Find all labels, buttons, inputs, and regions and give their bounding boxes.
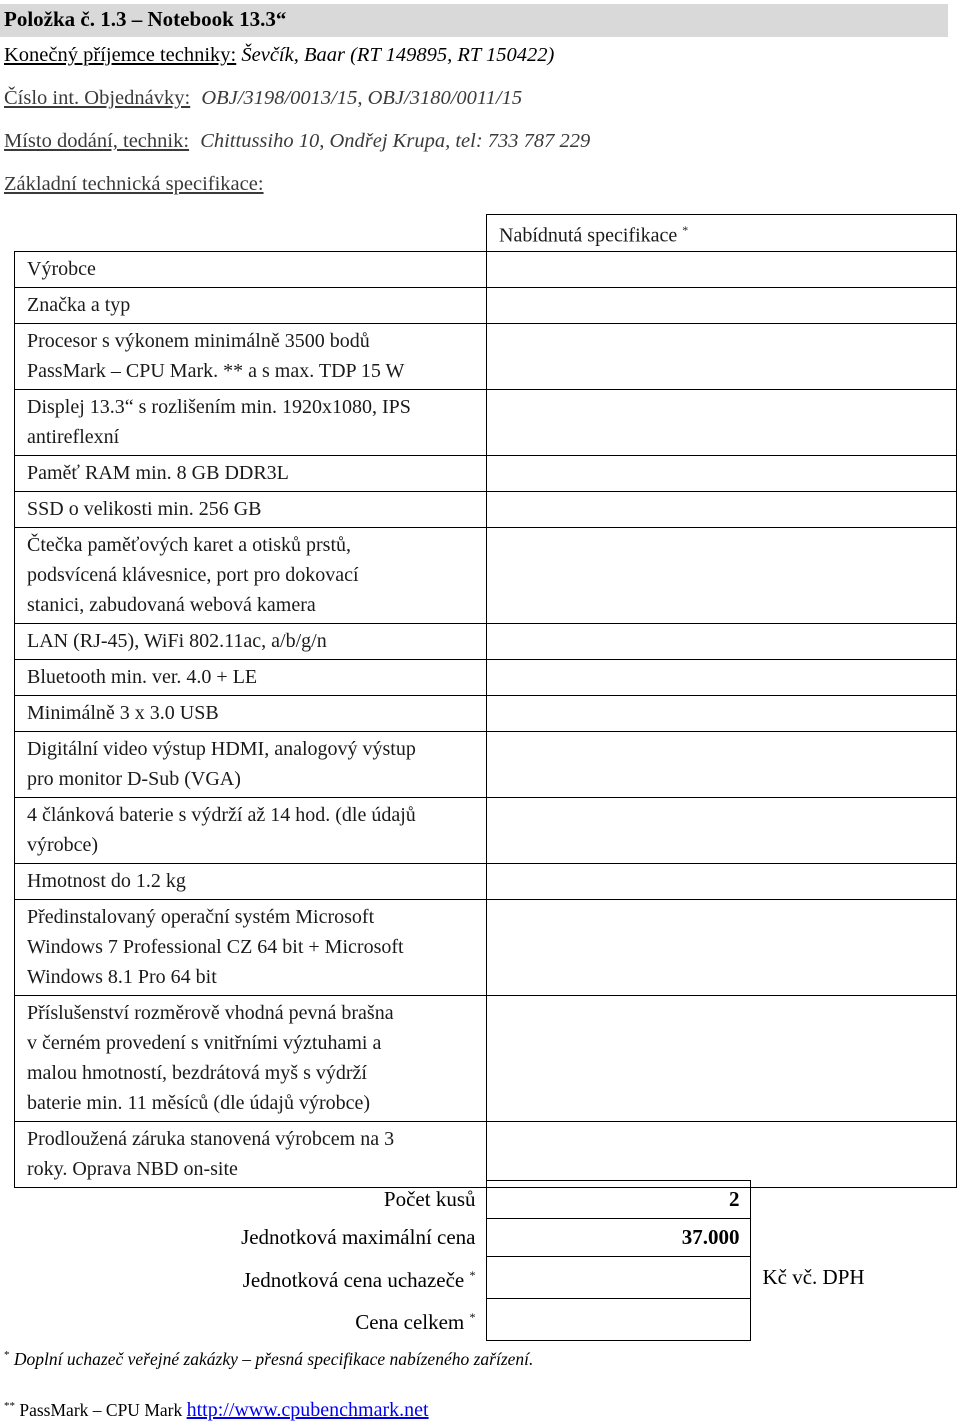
qty-label: Počet kusů	[14, 1181, 486, 1219]
spec-requirement-line: stanici, zabudovaná webová kamera	[27, 594, 316, 617]
item-title: Položka č. 1.3 – Notebook 13.3“	[4, 7, 287, 31]
spec-requirement	[15, 863, 487, 899]
offered-spec-input[interactable]	[487, 527, 957, 623]
spec-requirement-line: Windows 8.1 Pro 64 bit	[27, 966, 217, 989]
spec-requirement-line: baterie min. 11 měsíců (dle údajů výrobce)	[27, 1092, 371, 1115]
spec-requirement-line: Předinstalovaný operační systém Microsoft	[27, 906, 375, 929]
offered-spec-input[interactable]	[487, 251, 957, 287]
spec-requirement-line: roky. Oprava NBD on-site	[27, 1158, 238, 1181]
order-label: Číslo int. Objednávky:	[4, 87, 191, 109]
spec-requirement	[15, 251, 487, 287]
price-summary	[14, 1180, 930, 1341]
qty-value: 2	[486, 1181, 750, 1219]
offered-spec-input[interactable]	[487, 695, 957, 731]
spec-requirement-line: pro monitor D-Sub (VGA)	[27, 768, 241, 791]
offered-spec-input[interactable]	[487, 323, 957, 389]
spec-requirement-line: antireflexní	[27, 426, 120, 449]
total-row	[14, 1299, 930, 1341]
offered-spec-input[interactable]	[487, 287, 957, 323]
footnote-1: * Doplní uchazeč veřejné zakázky – přesná specifikace nabízeného zařízení.	[4, 1349, 534, 1369]
currency-note: Kč vč. DPH	[762, 1265, 865, 1289]
spec-requirement	[15, 527, 487, 623]
bid-price-row	[14, 1257, 930, 1299]
spec-row	[15, 455, 957, 491]
delivery-value: Chittussiho 10, Ondřej Krupa, tel: 733 787 229	[200, 130, 591, 152]
total-input[interactable]	[486, 1299, 750, 1341]
bid-price-label: Jednotková cena uchazeče *	[14, 1257, 486, 1299]
spec-requirement	[15, 731, 487, 797]
spec-requirement	[15, 287, 487, 323]
spec-row	[15, 863, 957, 899]
spec-row	[15, 251, 957, 287]
spec-row	[15, 527, 957, 623]
spec-requirement-line: Procesor s výkonem minimálně 3500 bodů	[27, 330, 370, 353]
order-line	[4, 87, 522, 110]
spec-table	[14, 214, 957, 1188]
spec-requirement-line: Paměť RAM min. 8 GB DDR3L	[27, 462, 289, 485]
spec-requirement-line: výrobce)	[27, 834, 99, 857]
blank-header-cell	[15, 215, 487, 252]
offered-spec-input[interactable]	[487, 389, 957, 455]
spec-requirement	[15, 659, 487, 695]
spec-requirement-line: Značka a typ	[27, 294, 131, 317]
spec-requirement-line: Minimálně 3 x 3.0 USB	[27, 702, 219, 725]
spec-requirement	[15, 899, 487, 995]
delivery-label: Místo dodání, technik:	[4, 130, 190, 152]
spec-requirement	[15, 455, 487, 491]
offered-spec-input[interactable]	[487, 731, 957, 797]
offered-spec-input[interactable]	[487, 1121, 957, 1187]
offered-spec-input[interactable]	[487, 659, 957, 695]
spec-requirement	[15, 797, 487, 863]
spec-row	[15, 659, 957, 695]
offered-spec-input[interactable]	[487, 797, 957, 863]
max-price-value: 37.000	[486, 1219, 750, 1257]
spec-row	[15, 389, 957, 455]
bid-price-input[interactable]	[486, 1257, 750, 1299]
spec-header-row	[15, 215, 957, 252]
recipient-line	[4, 44, 554, 67]
spec-requirement-line: podsvícená klávesnice, port pro dokovací	[27, 564, 359, 587]
offered-spec-input[interactable]	[487, 455, 957, 491]
spec-row	[15, 623, 957, 659]
qty-row	[14, 1181, 930, 1219]
spec-requirement-line: Windows 7 Professional CZ 64 bit + Microsoft	[27, 936, 404, 959]
spec-requirement-line: Bluetooth min. ver. 4.0 + LE	[27, 666, 258, 689]
spec-requirement	[15, 1121, 487, 1187]
offered-spec-input[interactable]	[487, 995, 957, 1121]
spec-requirement	[15, 389, 487, 455]
spec-requirement	[15, 323, 487, 389]
spec-requirement-line: Výrobce	[27, 258, 96, 281]
spec-heading: Základní technická specifikace:	[4, 173, 264, 195]
spec-row	[15, 287, 957, 323]
max-price-label: Jednotková maximální cena	[14, 1219, 486, 1257]
offered-spec-input[interactable]	[487, 623, 957, 659]
spec-requirement-line: PassMark – CPU Mark. ** a s max. TDP 15 W	[27, 360, 405, 383]
spec-requirement-line: Displej 13.3“ s rozlišením min. 1920x1080, IPS	[27, 396, 411, 419]
offered-spec-input[interactable]	[487, 899, 957, 995]
spec-row	[15, 323, 957, 389]
spec-requirement	[15, 623, 487, 659]
spec-requirement-line: LAN (RJ-45), WiFi 802.11ac, a/b/g/n	[27, 630, 327, 653]
spec-requirement-line: Čtečka paměťových karet a otisků prstů,	[27, 534, 352, 557]
max-price-row	[14, 1219, 930, 1257]
offered-spec-input[interactable]	[487, 863, 957, 899]
spec-row	[15, 995, 957, 1121]
spec-requirement-line: malou hmotností, bezdrátová myš s výdrží	[27, 1062, 367, 1085]
recipient-label: Konečný příjemce techniky:	[4, 44, 237, 66]
spec-requirement-line: Příslušenství rozměrově vhodná pevná brašna	[27, 1002, 394, 1025]
spec-requirement	[15, 695, 487, 731]
spec-requirement-line: 4 článková baterie s výdrží až 14 hod. (dle údajů	[27, 804, 416, 827]
spec-rows	[15, 251, 957, 1187]
spec-row	[15, 1121, 957, 1187]
spec-row	[15, 797, 957, 863]
offered-spec-input[interactable]	[487, 491, 957, 527]
spec-requirement-line: Digitální video výstup HDMI, analogový výstup	[27, 738, 416, 761]
delivery-line	[4, 130, 590, 153]
spec-requirement-line: Prodloužená záruka stanovená výrobcem na 3	[27, 1128, 395, 1151]
offered-spec-header: Nabídnutá specifikace *	[487, 215, 957, 252]
spec-row	[15, 491, 957, 527]
spec-row	[15, 731, 957, 797]
spec-requirement	[15, 995, 487, 1121]
spec-requirement	[15, 491, 487, 527]
spec-row	[15, 695, 957, 731]
order-value: OBJ/3198/0013/15, OBJ/3180/0011/15	[201, 87, 523, 109]
spec-row	[15, 899, 957, 995]
recipient-value: Ševčík, Baar (RT 149895, RT 150422)	[241, 44, 555, 66]
spec-requirement-line: Hmotnost do 1.2 kg	[27, 870, 186, 893]
total-label: Cena celkem *	[14, 1299, 486, 1341]
footnote-2: ** PassMark – CPU Mark http://www.cpubenchmark.net	[4, 1399, 429, 1421]
spec-requirement-line: v černém provedení s vnitřními výztuhami a	[27, 1032, 382, 1055]
spec-requirement-line: SSD o velikosti min. 256 GB	[27, 498, 262, 521]
cpubenchmark-link[interactable]: http://www.cpubenchmark.net	[186, 1399, 429, 1421]
